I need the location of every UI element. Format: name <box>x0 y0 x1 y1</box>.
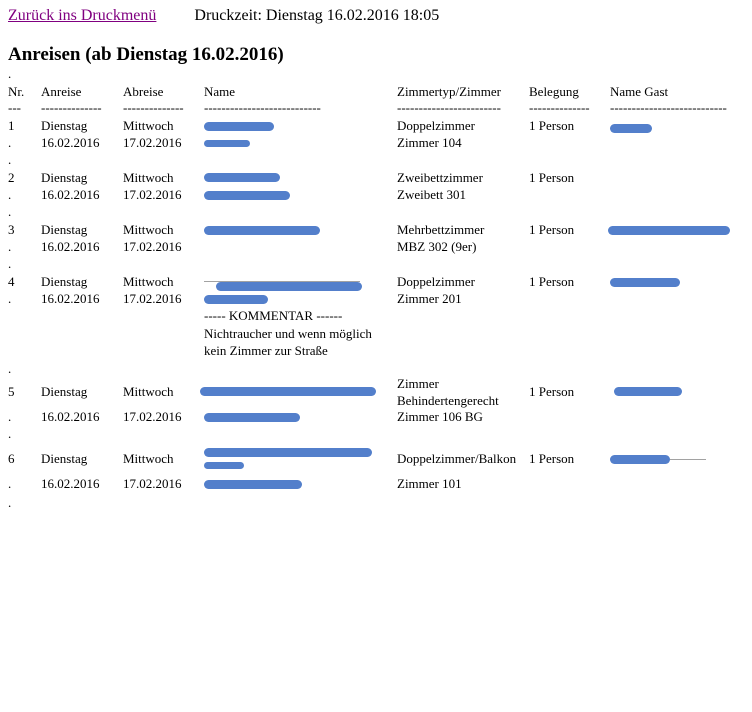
redacted-guest-name <box>610 124 652 133</box>
spacer-dot: . <box>8 361 12 376</box>
departure-date: 17.02.2016 <box>123 135 182 150</box>
room-number: Zimmer 104 <box>397 135 462 150</box>
redacted-name <box>204 226 320 235</box>
header-name-gast: Name Gast <box>610 84 669 99</box>
redacted-guest-name <box>614 387 682 396</box>
separator: --------------------------- <box>204 100 321 115</box>
row-dot: . <box>8 409 12 424</box>
redacted-name <box>204 413 300 422</box>
room-type: Zimmer Behindertengerecht <box>397 376 499 408</box>
separator: -------------- <box>529 100 590 115</box>
arrival-date: 16.02.2016 <box>41 187 100 202</box>
spacer-dot: . <box>8 495 12 510</box>
spacer-dot: . <box>8 426 12 441</box>
departure-date: 17.02.2016 <box>123 476 182 491</box>
redacted-name <box>204 122 274 131</box>
redacted-guest-name <box>610 278 680 287</box>
departure-day: Mittwoch <box>123 170 174 185</box>
separator: --- <box>8 100 21 115</box>
arrival-date: 16.02.2016 <box>41 135 100 150</box>
room-type: Doppelzimmer <box>397 118 475 133</box>
redacted-name <box>204 462 244 469</box>
row-nr: 4 <box>8 274 15 289</box>
row-nr: 6 <box>8 451 15 466</box>
print-time: Druckzeit: Dienstag 16.02.2016 18:05 <box>194 7 440 24</box>
room-number: Zimmer 101 <box>397 476 462 491</box>
comment-header: ----- KOMMENTAR ------ <box>204 308 343 323</box>
row-dot: . <box>8 476 12 491</box>
separator: -------------- <box>123 100 184 115</box>
header-anreise: Anreise <box>41 84 82 99</box>
comment-text: Nichtraucher und wenn möglich kein Zimmer zur Straße <box>204 326 372 358</box>
redacted-name <box>204 191 290 200</box>
page-title: Anreisen (ab Dienstag 16.02.2016) <box>8 44 284 65</box>
room-type: Doppelzimmer <box>397 274 475 289</box>
departure-day: Mittwoch <box>123 274 174 289</box>
redacted-name <box>204 140 250 147</box>
redacted-guest-name-text <box>670 459 706 460</box>
room-type: Mehrbettzimmer <box>397 222 485 237</box>
departure-day: Mittwoch <box>123 384 174 399</box>
header-zimmer: Zimmertyp/Zimmer <box>397 84 501 99</box>
departure-date: 17.02.2016 <box>123 239 182 254</box>
header-belegung: Belegung <box>529 84 579 99</box>
separator: ------------------------ <box>397 100 501 115</box>
departure-date: 17.02.2016 <box>123 409 182 424</box>
row-dot: . <box>8 135 12 150</box>
room-number: Zweibett 301 <box>397 187 466 202</box>
occupancy: 1 Person <box>529 222 575 237</box>
arrival-date: 16.02.2016 <box>41 409 100 424</box>
row-dot: . <box>8 291 12 306</box>
departure-day: Mittwoch <box>123 118 174 133</box>
redacted-name <box>216 282 362 291</box>
occupancy: 1 Person <box>529 384 575 399</box>
row-nr: 3 <box>8 222 15 237</box>
departure-day: Mittwoch <box>123 451 174 466</box>
arrival-day: Dienstag <box>41 118 88 133</box>
room-number: Zimmer 106 BG <box>397 409 483 424</box>
back-to-print-menu-link[interactable]: Zurück ins Druckmenü <box>8 7 157 24</box>
arrival-date: 16.02.2016 <box>41 291 100 306</box>
arrival-date: 16.02.2016 <box>41 476 100 491</box>
row-nr: 5 <box>8 384 15 399</box>
arrival-day: Dienstag <box>41 222 88 237</box>
occupancy: 1 Person <box>529 118 575 133</box>
departure-date: 17.02.2016 <box>123 187 182 202</box>
arrival-day: Dienstag <box>41 451 88 466</box>
departure-date: 17.02.2016 <box>123 291 182 306</box>
room-type: Zweibettzimmer <box>397 170 483 185</box>
header-name: Name <box>204 84 236 99</box>
spacer-dot: . <box>8 66 12 81</box>
arrival-day: Dienstag <box>41 384 88 399</box>
redacted-guest-name <box>608 226 730 235</box>
redacted-name <box>204 448 372 457</box>
spacer-dot: . <box>8 152 12 167</box>
occupancy: 1 Person <box>529 274 575 289</box>
row-dot: . <box>8 239 12 254</box>
arrival-date: 16.02.2016 <box>41 239 100 254</box>
redacted-name <box>204 295 268 304</box>
occupancy: 1 Person <box>529 451 575 466</box>
occupancy: 1 Person <box>529 170 575 185</box>
header-abreise: Abreise <box>123 84 164 99</box>
header-nr: Nr. <box>8 84 25 99</box>
row-dot: . <box>8 187 12 202</box>
row-nr: 1 <box>8 118 15 133</box>
redacted-name <box>204 173 280 182</box>
room-number: Zimmer 201 <box>397 291 462 306</box>
separator: -------------- <box>41 100 102 115</box>
spacer-dot: . <box>8 204 12 219</box>
redacted-name <box>204 480 302 489</box>
redacted-name <box>200 387 376 396</box>
departure-day: Mittwoch <box>123 222 174 237</box>
room-number: MBZ 302 (9er) <box>397 239 477 254</box>
separator: --------------------------- <box>610 100 727 115</box>
arrival-day: Dienstag <box>41 170 88 185</box>
spacer-dot: . <box>8 256 12 271</box>
room-type: Doppelzimmer/Balkon <box>397 451 517 466</box>
arrival-day: Dienstag <box>41 274 88 289</box>
topbar <box>8 7 439 25</box>
redacted-guest-name <box>610 455 670 464</box>
row-nr: 2 <box>8 170 15 185</box>
